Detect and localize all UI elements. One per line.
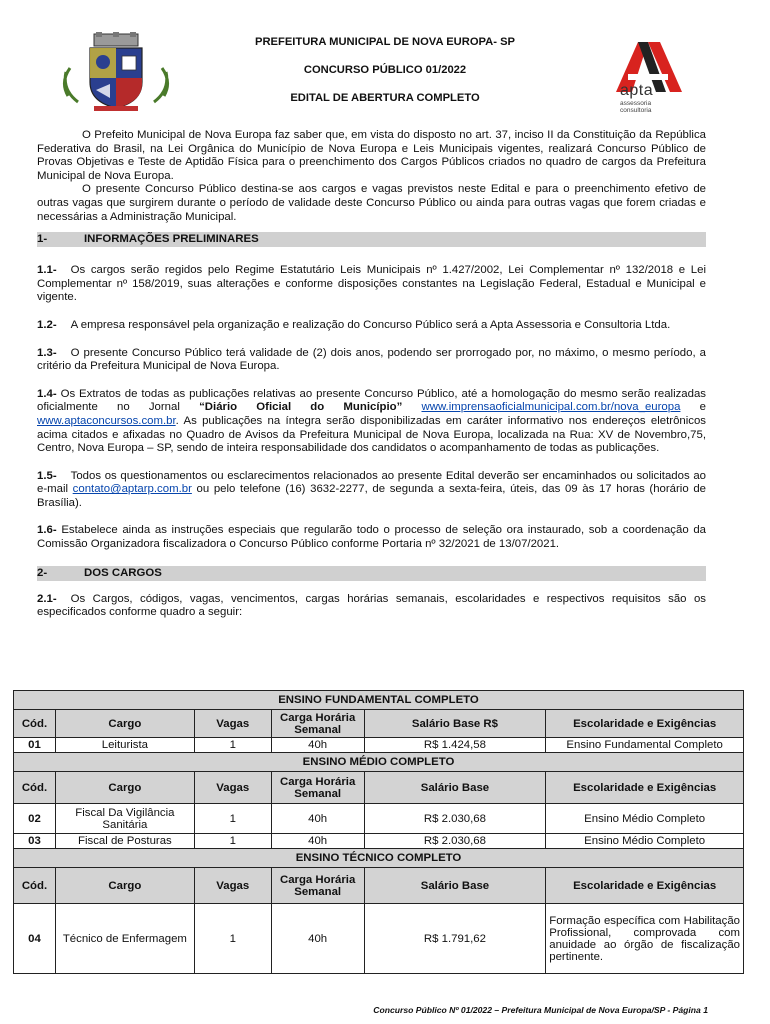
cell-cargo: Leiturista xyxy=(55,738,194,753)
cell-vagas: 1 xyxy=(194,738,271,753)
header-escolaridade: Escolaridade e Exigências xyxy=(546,772,744,804)
document-header xyxy=(0,0,770,118)
cell-carga: 40h xyxy=(271,904,364,974)
table-header-row xyxy=(14,710,744,738)
apta-logo xyxy=(608,38,690,114)
header-cod: Cód. xyxy=(14,772,56,804)
item-1-5-text-b: ou pelo telefone (16) 3632-2277, de segunda a sexta-feira, úteis, das 09 às 17 horas (horário de Brasília). xyxy=(37,483,706,509)
band-fundamental xyxy=(14,691,744,710)
cell-escolaridade: Ensino Médio Completo xyxy=(546,834,744,849)
cell-cod: 04 xyxy=(14,904,56,974)
header-cod: Cód. xyxy=(14,868,56,904)
band-tecnico-label: ENSINO TÉCNICO COMPLETO xyxy=(14,849,744,868)
section-1-heading xyxy=(37,232,706,247)
item-1-4-text-a: Os Extratos de todas as publicações relativas ao presente Concurso Público, até a homologação do mesmo serão realizadas oficialmente no Jornal xyxy=(37,387,707,414)
header-edital: EDITAL DE ABERTURA COMPLETO xyxy=(290,92,480,104)
cell-escolaridade: Formação específica com Habilitação Profissional, comprovada com anuidade ao órgão de fiscalização pertinente. xyxy=(546,904,744,974)
item-1-5 xyxy=(37,470,706,511)
table-row xyxy=(14,834,744,849)
item-1-6-text: Estabelece ainda as instruções especiais que regularão todo o processo de seleção ora instaurado, sob a coordenação da Comissão Organizadora fiscalizadora o Concurso Público conforme Portaria nº 32/2021 de 13/07/2021. xyxy=(37,524,706,551)
header-carga: Carga Horária Semanal xyxy=(271,772,364,804)
item-1-2 xyxy=(37,319,706,333)
header-cargo: Cargo xyxy=(55,868,194,904)
table-header-row xyxy=(14,868,744,904)
cell-escolaridade: Ensino Médio Completo xyxy=(546,804,744,834)
logo-sub1: assessoria xyxy=(620,100,652,107)
table-row xyxy=(14,904,744,974)
cell-carga: 40h xyxy=(271,804,364,834)
item-1-2-number: 1.2- xyxy=(37,318,57,331)
intro-paragraph-2: O presente Concurso Público destina-se aos cargos e vagas previstos neste Edital e para o preenchimento efetivo de outras vagas que surgirem durante o período de validade deste Concurso Público ou ainda para outras vagas que forem criadas e necessárias a Administração Municipal. xyxy=(37,183,706,223)
cell-cargo: Técnico de Enfermagem xyxy=(55,904,194,974)
item-1-4-journal: “Diário Oficial do Município” xyxy=(199,401,403,414)
item-2-1-number: 2.1- xyxy=(37,592,57,605)
header-vagas: Vagas xyxy=(194,772,271,804)
item-2-1-text: Os Cargos, códigos, vagas, vencimentos, cargas horárias semanais, escolaridades e respectivos requisitos são os especificados conforme quadro a seguir: xyxy=(37,592,706,619)
cell-cod: 01 xyxy=(14,738,56,753)
band-medio-label: ENSINO MÉDIO COMPLETO xyxy=(14,753,744,772)
item-1-4 xyxy=(37,388,706,456)
cell-salario: R$ 2.030,68 xyxy=(364,834,546,849)
section-2-heading xyxy=(37,566,706,581)
header-carga: Carga Horária Semanal xyxy=(271,868,364,904)
section-1-number: 1- xyxy=(37,233,48,246)
cell-cod: 03 xyxy=(14,834,56,849)
cell-vagas: 1 xyxy=(194,904,271,974)
header-vagas: Vagas xyxy=(194,710,271,738)
item-1-1-text: Os cargos serão regidos pelo Regime Estatutário Leis Municipais nº 1.427/2002, Lei Complementar nº 132/2018 e Lei Complementar nº 158/2019, suas alterações e conforme disposições constantes na Legislação Federal, Estadual e Municipal e vigente. xyxy=(37,264,706,304)
imprensa-oficial-link[interactable]: www.imprensaoficialmunicipal.com.br/nova_europa xyxy=(421,401,681,414)
table-header-row xyxy=(14,772,744,804)
apta-concursos-link[interactable]: www.aptaconcursos.com.br xyxy=(37,414,176,427)
item-1-5-text-a: Todos os questionamentos ou esclarecimentos relacionados ao presente Edital deverão ser encaminhados ou solicitados ao e-mail xyxy=(37,469,706,496)
cell-vagas: 1 xyxy=(194,834,271,849)
cell-escolaridade: Ensino Fundamental Completo xyxy=(546,738,744,753)
cell-salario: R$ 2.030,68 xyxy=(364,804,546,834)
cell-cod: 02 xyxy=(14,804,56,834)
item-1-1-number: 1.1- xyxy=(37,264,57,277)
contact-email-link[interactable]: contato@aptarp.com.br xyxy=(72,483,192,496)
section-1-title: INFORMAÇÕES PRELIMINARES xyxy=(84,233,259,246)
cargos-table xyxy=(13,690,744,974)
cell-vagas: 1 xyxy=(194,804,271,834)
page-footer: Concurso Público Nº 01/2022 – Prefeitura Municipal de Nova Europa/SP - Página 1 xyxy=(373,1005,708,1015)
item-1-3-text: O presente Concurso Público terá validade de (2) dois anos, podendo ser prorrogado por, no máximo, o mesmo período, a critério da Prefeitura Municipal de Nova Europa. xyxy=(37,346,706,373)
header-cargo: Cargo xyxy=(55,710,194,738)
header-contest: CONCURSO PÚBLICO 01/2022 xyxy=(303,64,467,76)
item-1-4-text-b: e xyxy=(699,401,707,414)
item-1-2-text: A empresa responsável pela organização e realização do Concurso Público será a Apta Assessoria e Consultoria Ltda. xyxy=(70,318,671,331)
cell-cargo: Fiscal Da Vigilância Sanitária xyxy=(55,804,194,834)
item-1-6-number: 1.6- xyxy=(37,524,57,537)
cell-salario: R$ 1.424,58 xyxy=(364,738,546,753)
header-carga: Carga Horária Semanal xyxy=(271,710,364,738)
logo-text: apta xyxy=(620,82,654,99)
header-cargo: Cargo xyxy=(55,772,194,804)
band-tecnico xyxy=(14,849,744,868)
table-row xyxy=(14,738,744,753)
header-cod: Cód. xyxy=(14,710,56,738)
table-row xyxy=(14,804,744,834)
cell-carga: 40h xyxy=(271,834,364,849)
header-salario: Salário Base R$ xyxy=(364,710,546,738)
band-medio xyxy=(14,753,744,772)
header-title: PREFEITURA MUNICIPAL DE NOVA EUROPA- SP xyxy=(254,36,516,48)
item-1-3-number: 1.3- xyxy=(37,346,57,359)
item-2-1 xyxy=(37,593,706,620)
item-1-4-number: 1.4- xyxy=(37,387,57,400)
header-vagas: Vagas xyxy=(194,868,271,904)
intro-paragraph-1: O Prefeito Municipal de Nova Europa faz saber que, em vista do disposto no art. 37, inciso II da Constituição da República Federativa do Brasil, na Lei Orgânica do Município de Nova Europa e Leis Municipais vigentes, realizará Concurso Público de Provas Objetivas e Teste de Aptidão Física para o preenchimento dos Cargos Públicos criados no quadro de cargos da Prefeitura Municipal de Nova Europa. xyxy=(37,129,706,182)
item-1-6 xyxy=(37,524,706,551)
header-escolaridade: Escolaridade e Exigências xyxy=(546,710,744,738)
item-1-3 xyxy=(37,347,706,374)
item-1-5-number: 1.5- xyxy=(37,469,57,482)
band-fundamental-label: ENSINO FUNDAMENTAL COMPLETO xyxy=(14,691,744,710)
item-1-1 xyxy=(37,264,706,305)
cell-carga: 40h xyxy=(271,738,364,753)
logo-sub2: consultoria xyxy=(620,107,652,114)
section-2-number: 2- xyxy=(37,566,48,579)
cell-salario: R$ 1.791,62 xyxy=(364,904,546,974)
document-body xyxy=(37,129,706,620)
item-1-4-text-c: . As publicações na íntegra serão disponibilizadas em caráter informativo nos endereços eletrônicos acima citados e afixadas no Quadro de Avisos da Prefeitura Municipal de Nova Europa, localizada na Rua: XV de Novembro,75, Centro, Nova Europa – SP, sendo de inteira responsabilidade dos candidatos o acompanhamento de todas as publicações. xyxy=(37,414,706,455)
header-salario: Salário Base xyxy=(364,772,546,804)
header-escolaridade: Escolaridade e Exigências xyxy=(546,868,744,904)
section-2-title: DOS CARGOS xyxy=(84,566,162,579)
header-salario: Salário Base xyxy=(364,868,546,904)
cell-cargo: Fiscal de Posturas xyxy=(55,834,194,849)
